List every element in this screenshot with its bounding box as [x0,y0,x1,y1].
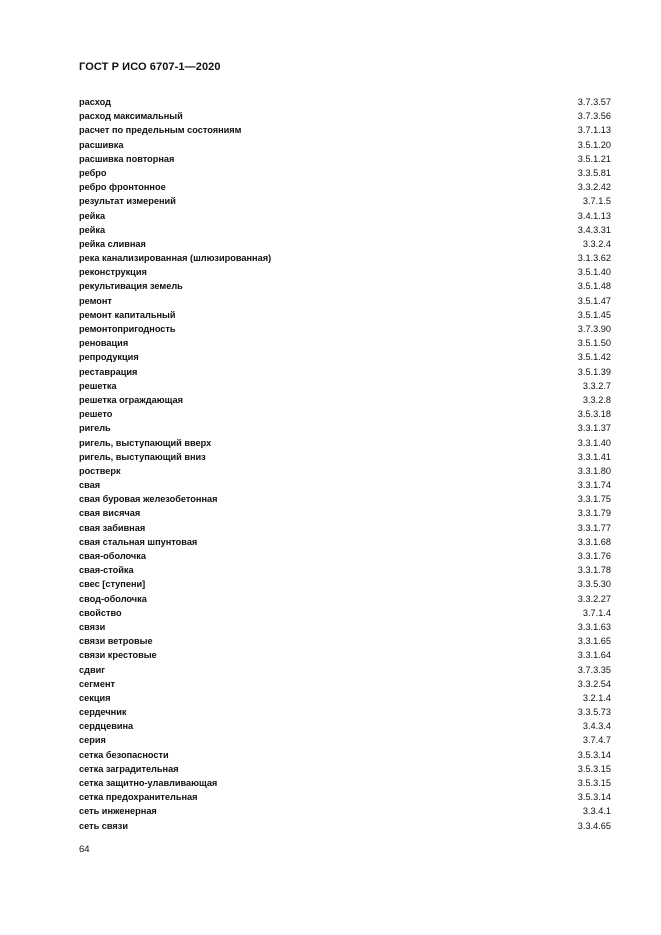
index-entry [79,819,611,833]
index-term: сегмент [79,678,116,689]
index-reference: 3.3.5.81 [577,167,611,178]
index-reference: 3.3.1.80 [577,465,611,476]
index-entry [79,308,611,322]
index-term: ребро фронтонное [79,182,166,193]
index-reference: 3.7.3.90 [577,324,611,334]
index-entry [79,138,611,152]
index-entry [79,521,611,535]
index-entry [79,123,611,137]
index-entry [79,776,611,790]
index-entry [79,506,611,520]
index-term: сетка защитно-улавливающая [79,778,218,788]
index-reference: 3.3.1.64 [577,650,611,661]
index-reference: 3.5.1.45 [577,309,611,320]
index-reference: 3.5.1.50 [577,338,611,349]
index-entry [79,748,611,762]
index-entry [79,436,611,450]
index-entry [79,733,611,747]
index-term: свая-оболочка [79,551,146,561]
index-term: расход [79,97,111,107]
index-reference: 3.3.1.37 [577,423,611,434]
index-term: расход максимальный [79,111,183,122]
index-term: ребро [79,167,107,178]
index-reference: 3.3.5.30 [577,579,611,590]
index-term: ремонт капитальный [79,309,176,320]
index-term: расшивка [79,139,124,150]
index-term: реставрация [79,366,138,377]
index-reference: 3.3.2.54 [577,678,611,689]
index-entry [79,719,611,733]
index-reference: 3.3.1.78 [577,565,611,576]
index-reference: 3.3.1.40 [577,437,611,448]
index-term: репродукция [79,352,139,363]
index-reference: 3.5.1.39 [577,366,611,377]
index-term: расшивка повторная [79,153,175,164]
index-term: сердечник [79,707,127,718]
index-term: связи [79,621,106,632]
index-entry [79,393,611,407]
index-entry [79,804,611,818]
index-reference: 3.3.2.42 [577,182,611,193]
index-term: связи ветровые [79,636,153,647]
index-reference: 3.5.1.21 [577,153,611,164]
index-reference: 3.3.4.65 [577,820,611,831]
index-entry [79,336,611,350]
index-term: сетка предохранительная [79,792,198,803]
index-entry [79,237,611,251]
index-entry [79,294,611,308]
index-reference: 3.5.3.14 [577,792,611,803]
index-term: свод-оболочка [79,593,147,604]
index-term: ригель, выступающий вниз [79,451,206,462]
index-entry [79,166,611,180]
index-reference: 3.5.1.47 [577,295,611,306]
index-term: реконструкция [79,267,147,278]
index-reference: 3.3.2.8 [582,394,611,405]
index-reference: 3.1.3.62 [577,253,611,264]
index-reference: 3.3.2.7 [582,380,611,391]
index-term: ростверк [79,465,121,476]
index-reference: 3.3.1.74 [577,480,611,491]
index-term: сердцевина [79,721,134,732]
index-entry [79,705,611,719]
index-reference: 3.3.1.77 [577,522,611,533]
index-term: рекультивация земель [79,281,183,292]
index-reference: 3.5.3.15 [577,763,611,774]
index-entry [79,790,611,804]
index-reference: 3.7.1.4 [582,607,611,618]
index-term: свая [79,480,101,491]
index-term: ремонт [79,295,112,306]
index-entry [79,634,611,648]
index-term: сдвиг [79,664,106,675]
index-term: секция [79,692,111,703]
index-reference: 3.3.1.79 [577,508,611,519]
index-entry [79,677,611,691]
index-entry [79,365,611,379]
index-entry [79,209,611,223]
index-entry [79,251,611,265]
index-entry [79,606,611,620]
index-term: решетка [79,380,117,391]
index-reference: 3.3.1.65 [577,636,611,647]
index-reference: 3.4.1.13 [577,210,611,221]
index-entry [79,762,611,776]
index-entry [79,379,611,393]
index-entry [79,620,611,634]
index-entry [79,407,611,421]
index-reference: 3.4.3.4 [582,721,611,732]
index-entry [79,592,611,606]
index-reference: 3.5.3.15 [577,778,611,788]
index-reference: 3.5.1.20 [577,139,611,150]
index-entry [79,95,611,109]
index-entry [79,492,611,506]
index-entry [79,265,611,279]
index-term: сеть инженерная [79,806,157,817]
index-reference: 3.5.3.18 [577,409,611,420]
index-entry [79,563,611,577]
index-reference: 3.3.4.1 [582,806,611,817]
index-term: рейка [79,224,106,235]
index-term: сетка безопасности [79,749,169,760]
index-term: результат измерений [79,196,176,207]
index-reference: 3.7.4.7 [582,735,611,746]
index-entry [79,450,611,464]
index-term: сеть связи [79,820,129,831]
index-reference: 3.3.5.73 [577,707,611,718]
index-entry [79,464,611,478]
index-entry [79,549,611,563]
index-reference: 3.7.3.57 [577,97,611,107]
index-entry [79,350,611,364]
index-reference: 3.7.3.56 [577,111,611,122]
index-term: ригель, выступающий вверх [79,437,212,448]
index-term: свая висячая [79,508,141,519]
index-reference: 3.3.2.27 [577,593,611,604]
index-entry [79,223,611,237]
index-entry [79,577,611,591]
index-reference: 3.7.1.13 [577,125,611,136]
index-reference: 3.7.1.5 [582,196,611,207]
index-reference: 3.7.3.35 [577,664,611,675]
index-entry [79,279,611,293]
index-entry [79,322,611,336]
index-term: рейка сливная [79,238,146,249]
index-reference: 3.3.1.76 [577,551,611,561]
index-reference: 3.3.1.68 [577,536,611,547]
index-entry [79,478,611,492]
index-term: связи крестовые [79,650,157,661]
index-term: река канализированная (шлюзированная) [79,253,272,264]
index-reference: 3.5.1.42 [577,352,611,363]
index-reference: 3.2.1.4 [582,692,611,703]
index-term: сетка заградительная [79,763,179,774]
index-reference: 3.3.1.63 [577,621,611,632]
index-term: решето [79,409,113,420]
index-entry [79,535,611,549]
index-term: расчет по предельным состояниям [79,125,242,136]
index-term: ригель [79,423,111,434]
index-term: реновация [79,338,129,349]
index-entry [79,421,611,435]
index-reference: 3.5.3.14 [577,749,611,760]
index-reference: 3.5.1.48 [577,281,611,292]
index-term: свая-стойка [79,565,134,576]
index-term: свая буровая железобетонная [79,494,218,505]
alphabetical-index-list [79,95,611,833]
index-term: ремонтопригодность [79,324,176,334]
index-term: свая забивная [79,522,146,533]
index-reference: 3.4.3.31 [577,224,611,235]
index-term: свес [ступени] [79,579,146,590]
index-entry [79,648,611,662]
index-term: свойство [79,607,122,618]
index-reference: 3.3.1.41 [577,451,611,462]
index-reference: 3.3.2.4 [582,238,611,249]
index-reference: 3.5.1.40 [577,267,611,278]
index-entry [79,109,611,123]
index-term: решетка ограждающая [79,394,183,405]
index-entry [79,152,611,166]
index-reference: 3.3.1.75 [577,494,611,505]
page-number: 64 [79,844,90,855]
index-term: рейка [79,210,106,221]
document-header: ГОСТ Р ИСО 6707-1—2020 [79,61,221,73]
index-term: свая стальная шпунтовая [79,536,198,547]
index-term: серия [79,735,106,746]
index-entry [79,194,611,208]
index-entry [79,691,611,705]
index-entry [79,180,611,194]
index-entry [79,663,611,677]
